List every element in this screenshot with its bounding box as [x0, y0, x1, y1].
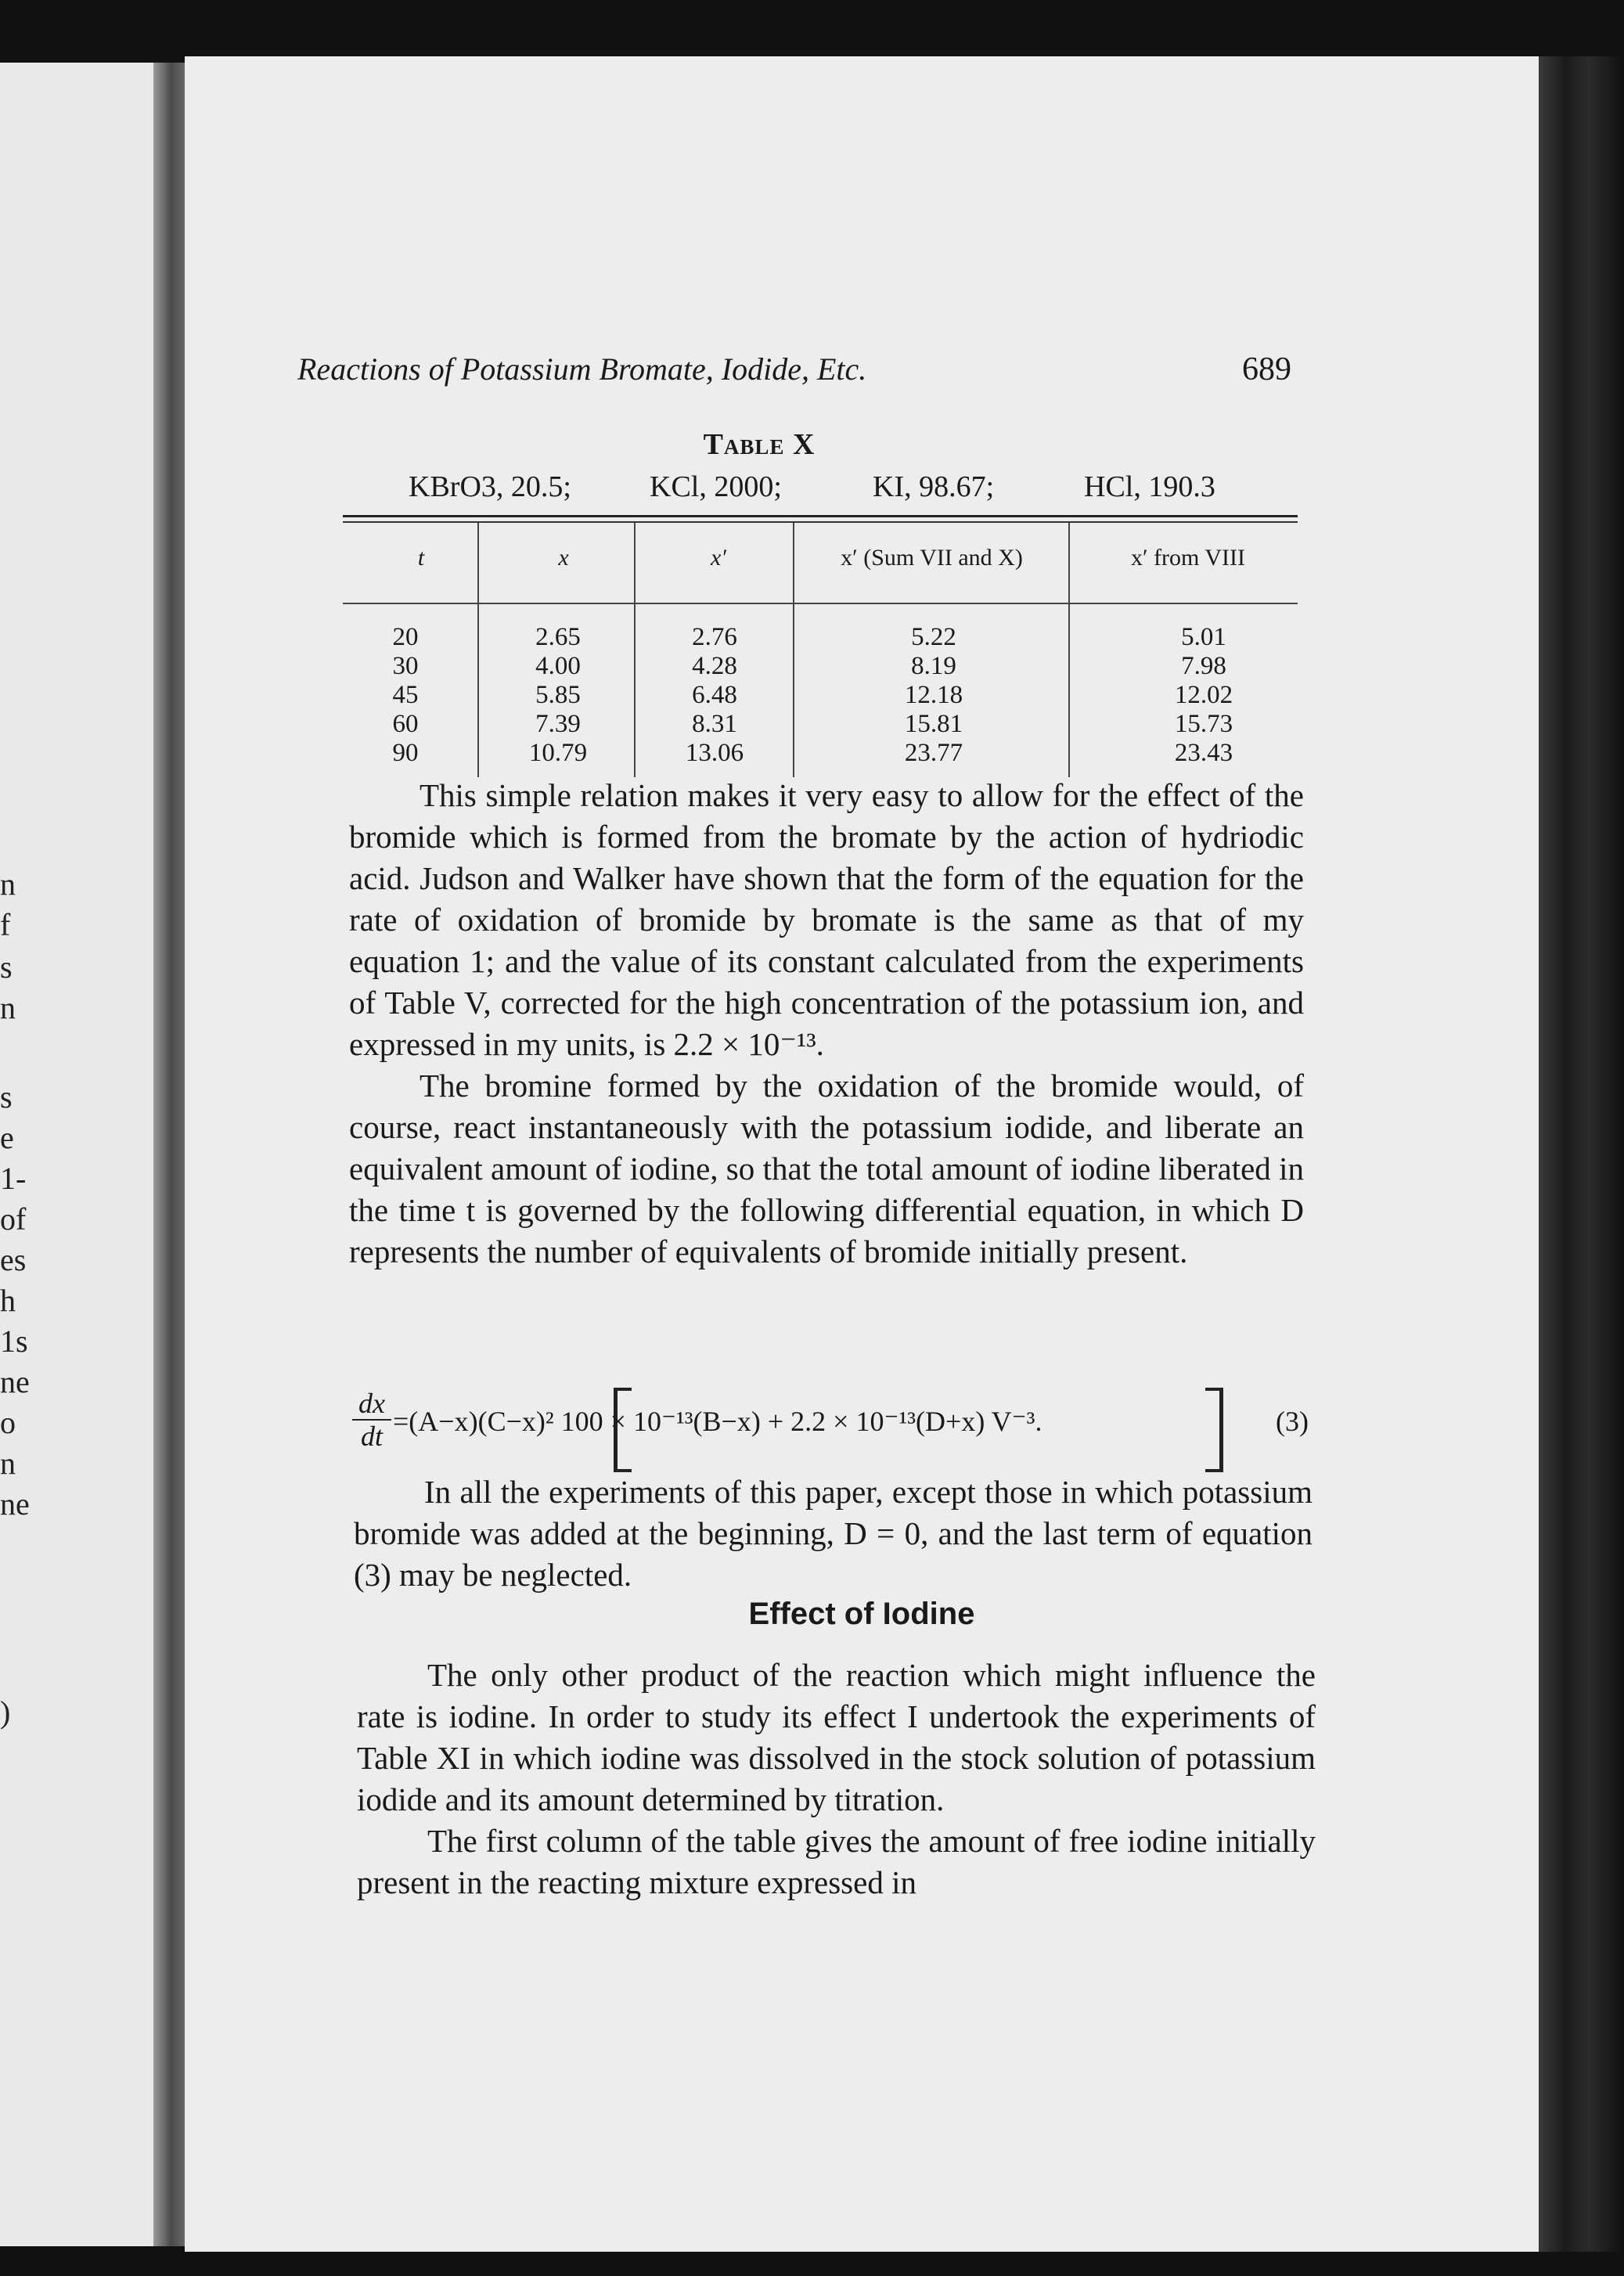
table-cell: 4.28 — [692, 652, 737, 680]
table-column-sum — [844, 623, 1024, 768]
table-cell: 12.02 — [1174, 681, 1233, 709]
table-column-rule — [634, 523, 636, 777]
table-column-rule — [1068, 523, 1070, 777]
table-column-t — [374, 623, 437, 768]
left-page-fragment: ne — [0, 1364, 30, 1399]
table-cell: 8.31 — [692, 710, 737, 738]
left-page-fragment: of — [0, 1201, 27, 1237]
table-cell: 2.65 — [535, 623, 581, 651]
table-cell: 12.18 — [904, 681, 963, 709]
table-rule — [343, 521, 1298, 523]
equation-label: (3) — [1276, 1406, 1309, 1437]
equation-body: =(A−x)(C−x)² 100 × 10⁻¹³(B−x) + 2.2 × 10⁻¹³(D+x) V⁻³. — [393, 1406, 1042, 1437]
table-cell: 15.73 — [1174, 710, 1233, 738]
table-cell: 8.19 — [911, 652, 956, 680]
running-title: Reactions of Potassium Bromate, Iodide, Etc. — [297, 351, 867, 387]
table-cell: 5.01 — [1181, 623, 1226, 651]
table-header-x: x — [558, 545, 569, 571]
table-title: Table X — [703, 428, 816, 461]
condition-hcl: HCl, 190.3 — [1084, 470, 1215, 503]
table-cell: 90 — [392, 739, 419, 767]
condition-kcl: KCl, 2000; — [650, 470, 782, 503]
left-page-fragment: s — [0, 949, 13, 985]
table-header-sum: x′ (Sum VII and X) — [841, 545, 1023, 571]
left-page-fragment: s — [0, 1079, 13, 1115]
left-page-fragment: n — [0, 990, 16, 1025]
left-page-fragment: 1s — [0, 1323, 28, 1359]
left-page-fragment: n — [0, 1446, 16, 1481]
table-cell: 2.76 — [692, 623, 737, 651]
table-cell: 5.85 — [535, 681, 581, 709]
section-heading: Effect of Iodine — [748, 1597, 975, 1631]
left-page-fragment: e — [0, 1120, 14, 1155]
table-rule — [343, 603, 1298, 604]
left-page-fragment: o — [0, 1405, 16, 1440]
paragraph: In all the experiments of this paper, except those in which potassium bromide was added at the beginning, D = 0, and the last term of equation (3) may be neglected. — [354, 1474, 1313, 1593]
equation-derivative — [352, 1388, 391, 1452]
table-cell: 5.22 — [911, 623, 956, 651]
paragraph: The bromine formed by the oxidation of the bromide would, of course, react instantaneously with the potassium iodide, and liberate an equivalent amount of iodine, so that the total amount of iodine liberated in the time t is governed by the following differential equation, in which D represents the number of equivalents of bromide initially present. — [349, 1068, 1304, 1269]
table-cell: 20 — [392, 623, 419, 651]
table-cell: 13.06 — [685, 739, 744, 767]
table-column-x-prime — [656, 623, 773, 768]
paragraph: This simple relation makes it very easy to allow for the effect of the bromide which is formed from the bromate by the action of hydriodic acid. Judson and Walker have shown that the form of the equation for the rate of oxidation of bromide by bromate is the same as that of my equation 1; and the value of its constant calculated from the experiments of Table V, corrected for the high concentration of the potassium ion, and expressed in my units, is 2.2 × 10⁻¹³. — [349, 777, 1304, 1062]
table-cell: 10.79 — [528, 739, 588, 767]
table-header-from-viii: x′ from VIII — [1131, 545, 1245, 571]
paragraph: The first column of the table gives the amount of free iodine initially present in the reacting mixture expressed in — [357, 1823, 1316, 1900]
table-cell: 7.98 — [1181, 652, 1226, 680]
table-column-x — [499, 623, 617, 768]
left-page-fragment: f — [0, 907, 11, 942]
table-cell: 45 — [392, 681, 419, 709]
table-header-x-prime: x′ — [711, 545, 726, 571]
left-page-fragment: ) — [0, 1694, 11, 1730]
condition-ki: KI, 98.67; — [873, 470, 995, 503]
table-cell: 23.43 — [1174, 739, 1233, 767]
table-conditions — [223, 470, 1303, 509]
table-cell: 60 — [392, 710, 419, 738]
table-cell: 30 — [392, 652, 419, 680]
running-head — [297, 351, 1315, 398]
right-bracket — [1205, 1388, 1223, 1472]
left-page-fragment: es — [0, 1242, 27, 1277]
condition-kbro3: KBrO3, 20.5; — [409, 470, 571, 503]
table-cell: 4.00 — [535, 652, 581, 680]
page-edge — [1539, 56, 1624, 2252]
table-rule — [343, 515, 1298, 517]
paragraph: The only other product of the reaction which might influence the rate is iodine. In order to study its effect I undertook the experiments of Table XI in which iodine was dissolved in the stock solution of potassium iodide and its amount determined by titration. — [357, 1657, 1316, 1817]
body-text-block-2 — [354, 1471, 1313, 1596]
table-header-t: t — [417, 545, 425, 571]
table-column-from-viii — [1125, 623, 1282, 768]
table-cell: 23.77 — [904, 739, 963, 767]
left-page-fragment: h — [0, 1283, 16, 1318]
data-table — [343, 515, 1298, 781]
table-cell: 7.39 — [535, 710, 581, 738]
body-text-block-1 — [349, 775, 1304, 1273]
equation-numerator: dx — [352, 1388, 391, 1421]
body-text-block-3 — [357, 1655, 1316, 1903]
equation-3 — [352, 1388, 1338, 1474]
left-page-fragment: n — [0, 866, 16, 902]
left-page-fragment: ne — [0, 1486, 30, 1522]
left-page-fragment: 1- — [0, 1161, 27, 1196]
table-column-rule — [477, 523, 479, 777]
table-cell: 6.48 — [692, 681, 737, 709]
table-column-rule — [793, 523, 794, 777]
table-cell: 15.81 — [904, 710, 963, 738]
equation-denominator: dt — [360, 1421, 383, 1452]
page-number: 689 — [1242, 351, 1291, 387]
left-facing-page — [0, 63, 160, 2246]
